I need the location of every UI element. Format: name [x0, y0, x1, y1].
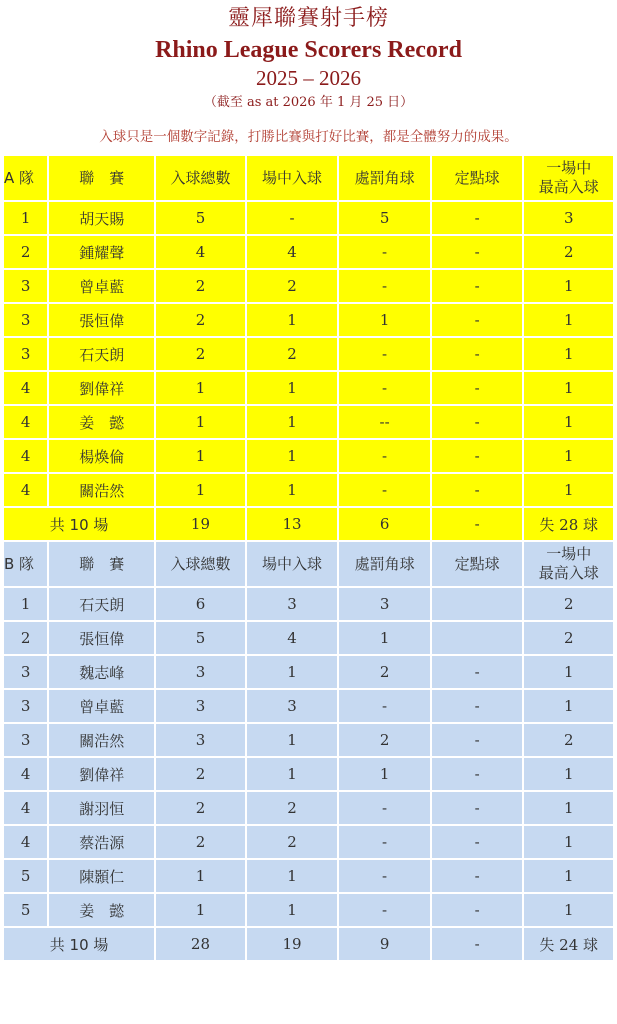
stat-cell: -: [432, 758, 523, 790]
player-name-cell: 姜 懿: [49, 894, 154, 926]
stat-cell: 2: [339, 724, 430, 756]
stat-cell: 5: [156, 202, 245, 234]
stat-cell: 2: [156, 304, 245, 336]
column-header: 入球總數: [156, 542, 245, 586]
stat-cell: -: [339, 440, 430, 472]
stat-cell: 3: [524, 202, 613, 234]
team-a-section: [4, 156, 613, 540]
stat-cell: 1: [156, 440, 245, 472]
table-row: [4, 656, 613, 688]
stat-cell: 2: [247, 338, 338, 370]
total-stat-cell: 失 24 球: [524, 928, 613, 960]
stat-cell: 1: [156, 894, 245, 926]
stat-cell: 1: [247, 656, 338, 688]
team-a-header-row: [4, 156, 613, 200]
team-b-section: [4, 542, 613, 960]
player-name-cell: 劉偉祥: [49, 372, 154, 404]
stat-cell: -: [432, 474, 523, 506]
total-stat-cell: 13: [247, 508, 338, 540]
player-name-cell: 蔡浩源: [49, 826, 154, 858]
stat-cell: -: [432, 826, 523, 858]
stat-cell: -: [339, 236, 430, 268]
stat-cell: --: [339, 406, 430, 438]
stat-cell: -: [339, 372, 430, 404]
table-row: [4, 622, 613, 654]
stat-cell: 5: [339, 202, 430, 234]
total-matches-cell: 共 10 場: [4, 928, 154, 960]
table-row: [4, 372, 613, 404]
stat-cell: 1: [524, 304, 613, 336]
total-stat-cell: 6: [339, 508, 430, 540]
stat-cell: -: [432, 202, 523, 234]
total-stat-cell: -: [432, 508, 523, 540]
stat-cell: 1: [524, 656, 613, 688]
rank-cell: 2: [4, 622, 47, 654]
rank-cell: 1: [4, 202, 47, 234]
stat-cell: -: [432, 440, 523, 472]
column-header: 一場中 最高入球: [524, 156, 613, 200]
rank-cell: 2: [4, 236, 47, 268]
stat-cell: -: [339, 338, 430, 370]
rank-cell: 5: [4, 860, 47, 892]
stat-cell: 2: [156, 792, 245, 824]
scorers-table: [2, 154, 615, 962]
column-header: 處罰角球: [339, 542, 430, 586]
column-header: 場中入球: [247, 156, 338, 200]
season-label: 2025 – 2026: [256, 66, 361, 90]
stat-cell: 2: [247, 270, 338, 302]
table-row: [4, 406, 613, 438]
stat-cell: -: [339, 690, 430, 722]
stat-cell: 1: [524, 792, 613, 824]
stat-cell: 2: [524, 588, 613, 620]
column-header: 聯 賽: [49, 542, 154, 586]
table-row: [4, 860, 613, 892]
stat-cell: -: [432, 270, 523, 302]
stat-cell: 1: [524, 474, 613, 506]
rank-cell: 3: [4, 270, 47, 302]
player-name-cell: 姜 懿: [49, 406, 154, 438]
stat-cell: -: [432, 724, 523, 756]
stat-cell: 2: [339, 656, 430, 688]
stat-cell: 1: [339, 304, 430, 336]
stat-cell: -: [339, 860, 430, 892]
team-b-header-row: [4, 542, 613, 586]
stat-cell: 1: [247, 406, 338, 438]
stat-cell: 3: [247, 588, 338, 620]
stat-cell: 1: [524, 860, 613, 892]
rank-cell: 3: [4, 304, 47, 336]
stat-cell: 1: [524, 894, 613, 926]
stat-cell: 1: [156, 860, 245, 892]
stat-cell: 1: [339, 622, 430, 654]
page-title-english: Rhino League Scorers Record: [155, 37, 462, 63]
total-stat-cell: -: [432, 928, 523, 960]
stat-cell: -: [432, 372, 523, 404]
player-name-cell: 魏志峰: [49, 656, 154, 688]
stat-cell: 3: [156, 724, 245, 756]
stat-cell: -: [432, 860, 523, 892]
stat-cell: 2: [156, 338, 245, 370]
total-matches-cell: 共 10 場: [4, 508, 154, 540]
rank-cell: 1: [4, 588, 47, 620]
stat-cell: 2: [524, 724, 613, 756]
stat-cell: 3: [156, 690, 245, 722]
column-header: 聯 賽: [49, 156, 154, 200]
table-row: [4, 758, 613, 790]
column-header: 定點球: [432, 156, 523, 200]
stat-cell: 2: [156, 826, 245, 858]
table-row: [4, 270, 613, 302]
player-name-cell: 張恒偉: [49, 622, 154, 654]
stat-cell: [432, 588, 523, 620]
player-name-cell: 石天朗: [49, 338, 154, 370]
player-name-cell: 鍾耀聲: [49, 236, 154, 268]
player-name-cell: 楊煥倫: [49, 440, 154, 472]
player-name-cell: 曾卓藍: [49, 270, 154, 302]
total-stat-cell: 19: [247, 928, 338, 960]
stat-cell: 1: [247, 372, 338, 404]
table-row: [4, 588, 613, 620]
rank-cell: 4: [4, 406, 47, 438]
column-header: 一場中 最高入球: [524, 542, 613, 586]
rank-cell: 5: [4, 894, 47, 926]
total-stat-cell: 9: [339, 928, 430, 960]
rank-cell: 3: [4, 690, 47, 722]
rank-cell: 4: [4, 372, 47, 404]
rank-cell: 4: [4, 758, 47, 790]
table-row: [4, 894, 613, 926]
as-of-date: （截至 as at 2026 年 1 月 25 日）: [203, 95, 414, 110]
page-header: [0, 0, 617, 146]
stat-cell: -: [339, 792, 430, 824]
table-row: [4, 474, 613, 506]
player-name-cell: 張恒偉: [49, 304, 154, 336]
stat-cell: -: [432, 338, 523, 370]
table-row: [4, 826, 613, 858]
stat-cell: 4: [247, 236, 338, 268]
player-name-cell: 關浩然: [49, 474, 154, 506]
rank-cell: 4: [4, 826, 47, 858]
stat-cell: -: [247, 202, 338, 234]
motto-text: 入球只是一個數字記錄，打勝比賽與打好比賽，都是全體努力的成果。: [99, 129, 518, 145]
table-row: [4, 440, 613, 472]
column-header: 入球總數: [156, 156, 245, 200]
stat-cell: 1: [524, 690, 613, 722]
stat-cell: 4: [156, 236, 245, 268]
stat-cell: 5: [156, 622, 245, 654]
stat-cell: 6: [156, 588, 245, 620]
total-row: [4, 508, 613, 540]
stat-cell: 1: [247, 758, 338, 790]
stat-cell: [432, 622, 523, 654]
stat-cell: 2: [156, 758, 245, 790]
stat-cell: -: [432, 894, 523, 926]
stat-cell: 1: [524, 338, 613, 370]
table-row: [4, 304, 613, 336]
stat-cell: -: [432, 656, 523, 688]
total-row: [4, 928, 613, 960]
page-title-chinese: 靈犀聯賽射手榜: [227, 6, 389, 31]
stat-cell: -: [339, 894, 430, 926]
stat-cell: 3: [156, 656, 245, 688]
stat-cell: 4: [247, 622, 338, 654]
stat-cell: 1: [524, 270, 613, 302]
stat-cell: 2: [247, 792, 338, 824]
stat-cell: -: [432, 406, 523, 438]
total-stat-cell: 28: [156, 928, 245, 960]
stat-cell: 1: [247, 474, 338, 506]
stat-cell: -: [339, 826, 430, 858]
stat-cell: 2: [524, 622, 613, 654]
stat-cell: 3: [247, 690, 338, 722]
stat-cell: 1: [247, 860, 338, 892]
stat-cell: 3: [339, 588, 430, 620]
stat-cell: 1: [524, 758, 613, 790]
stat-cell: 1: [247, 894, 338, 926]
stat-cell: 2: [247, 826, 338, 858]
column-header: A 隊: [4, 156, 47, 200]
table-row: [4, 236, 613, 268]
stat-cell: 1: [247, 724, 338, 756]
stat-cell: -: [432, 304, 523, 336]
stat-cell: -: [339, 474, 430, 506]
column-header: 場中入球: [247, 542, 338, 586]
column-header: 定點球: [432, 542, 523, 586]
stat-cell: -: [339, 270, 430, 302]
table-row: [4, 724, 613, 756]
player-name-cell: 曾卓藍: [49, 690, 154, 722]
rank-cell: 3: [4, 724, 47, 756]
rank-cell: 3: [4, 338, 47, 370]
table-row: [4, 690, 613, 722]
stat-cell: 1: [247, 440, 338, 472]
stat-cell: 1: [339, 758, 430, 790]
stat-cell: 1: [524, 372, 613, 404]
rank-cell: 4: [4, 792, 47, 824]
player-name-cell: 胡天賜: [49, 202, 154, 234]
player-name-cell: 石天朗: [49, 588, 154, 620]
player-name-cell: 陳顥仁: [49, 860, 154, 892]
stat-cell: 1: [247, 304, 338, 336]
stat-cell: -: [432, 690, 523, 722]
table-row: [4, 792, 613, 824]
stat-cell: 1: [156, 372, 245, 404]
stat-cell: 1: [156, 406, 245, 438]
column-header: 處罰角球: [339, 156, 430, 200]
stat-cell: -: [432, 236, 523, 268]
player-name-cell: 關浩然: [49, 724, 154, 756]
table-row: [4, 202, 613, 234]
stat-cell: -: [432, 792, 523, 824]
stat-cell: 1: [156, 474, 245, 506]
stat-cell: 2: [156, 270, 245, 302]
stat-cell: 1: [524, 826, 613, 858]
total-stat-cell: 19: [156, 508, 245, 540]
table-row: [4, 338, 613, 370]
player-name-cell: 劉偉祥: [49, 758, 154, 790]
stat-cell: 1: [524, 440, 613, 472]
stat-cell: 2: [524, 236, 613, 268]
rank-cell: 4: [4, 474, 47, 506]
rank-cell: 4: [4, 440, 47, 472]
rank-cell: 3: [4, 656, 47, 688]
player-name-cell: 謝羽恒: [49, 792, 154, 824]
stat-cell: 1: [524, 406, 613, 438]
column-header: B 隊: [4, 542, 47, 586]
total-stat-cell: 失 28 球: [524, 508, 613, 540]
